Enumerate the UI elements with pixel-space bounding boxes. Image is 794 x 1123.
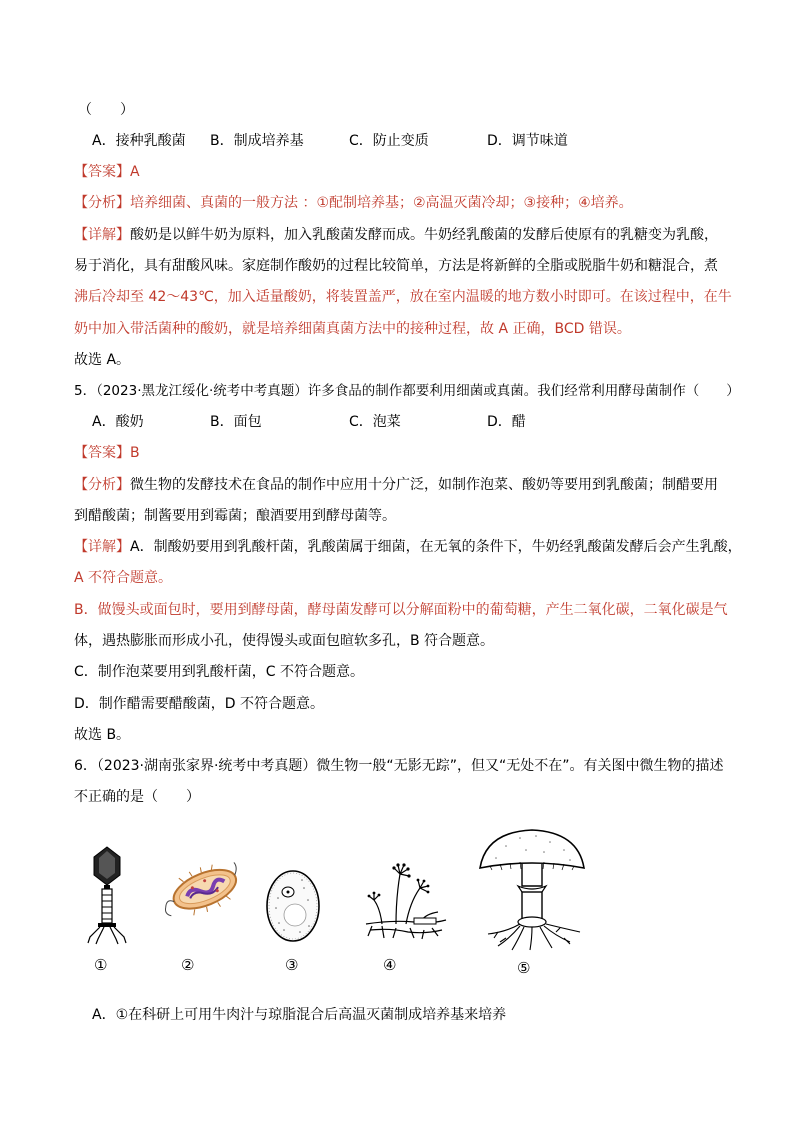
answer-value: A bbox=[130, 164, 140, 180]
yeast-cell-figure bbox=[264, 868, 322, 944]
q5-option-a: A．酸奶 bbox=[92, 414, 144, 430]
figure-caption-4: ④ bbox=[383, 956, 397, 974]
q5-detail-line-5: C．制作泡菜要用到乳酸杆菌，C 不符合题意。 bbox=[74, 664, 364, 680]
analysis-text: 培养细菌、真菌的一般方法 ：①配制培养基；②高温灭菌冷却；③接种；④培养。 bbox=[130, 195, 633, 211]
mold-figure bbox=[362, 848, 448, 944]
q4-detail-line-3: 沸后冷却至 42～43℃，加入适量酸奶，将装置盖严，放在室内温暖的地方数小时即可。在该过程中，在牛 bbox=[74, 289, 732, 305]
q5-detail-line-6: D．制作醋需要醋酸菌，D 不符合题意。 bbox=[74, 696, 325, 712]
detail-tag: 【详解】 bbox=[74, 227, 130, 243]
answer-value: B bbox=[130, 445, 140, 461]
figure-caption-3: ③ bbox=[285, 956, 299, 974]
q4-detail-line-2: 易于消化，具有甜酸风味。家庭制作酸奶的过程比较简单，方法是将新鲜的全脂或脱脂牛奶和糖混合，煮 bbox=[74, 258, 718, 274]
q6-stem-line-1: 6．（2023·湖南张家界·统考中考真题）微生物一般“无影无踪”，但又“无处不在”。有关图中微生物的描述 bbox=[74, 758, 724, 774]
q4-detail-line-4: 奶中加入带活菌种的酸奶，就是培养细菌真菌方法中的接种过程，故 A 正确，BCD 错误。 bbox=[74, 321, 631, 337]
q5-analysis-line-2: 到醋酸菌；制酱要用到霉菌；酿酒要用到酵母菌等。 bbox=[74, 508, 396, 524]
detail-text: 酸奶是以鲜牛奶为原料，加入乳酸菌发酵而成。牛奶经乳酸菌的发酵后使原有的乳糖变为乳酸， bbox=[130, 227, 718, 243]
q5-option-d: D．醋 bbox=[487, 414, 526, 430]
q5-detail-line-3: B．做馒头或面包时，要用到酵母菌，酵母菌发酵可以分解面粉中的葡萄糖，产生二氧化碳，二氧化碳是气 bbox=[74, 602, 728, 618]
q4-option-a: A．接种乳酸菌 bbox=[92, 133, 186, 149]
q5-option-c: C．泡菜 bbox=[349, 414, 401, 430]
q5-choose: 故选 B。 bbox=[74, 727, 131, 743]
q5-detail-line-2: A 不符合题意。 bbox=[74, 570, 173, 586]
figure-caption-2: ② bbox=[181, 956, 195, 974]
q5-analysis-line-1 bbox=[74, 475, 718, 495]
analysis-text: 微生物的发酵技术在食品的制作中应用十分广泛，如制作泡菜、酸奶等要用到乳酸菌；制醋要用 bbox=[130, 477, 718, 493]
figure-caption-1: ① bbox=[94, 956, 108, 974]
bacteriophage-figure bbox=[84, 845, 130, 945]
q4-detail-line-1 bbox=[74, 225, 718, 245]
answer-tag: 【答案】 bbox=[74, 164, 130, 180]
q6-stem-line-2: 不正确的是（ ） bbox=[74, 789, 200, 805]
q4-analysis bbox=[74, 193, 633, 213]
q5-answer bbox=[74, 443, 140, 463]
detail-tag: 【详解】 bbox=[74, 539, 130, 555]
q6-option-a: A．①在科研上可用牛肉汁与琼脂混合后高温灭菌制成培养基来培养 bbox=[92, 1007, 507, 1023]
q4-option-b: B．制成培养基 bbox=[210, 133, 304, 149]
q5-option-b: B．面包 bbox=[210, 414, 262, 430]
question-bracket: （ ） bbox=[78, 102, 134, 118]
answer-tag: 【答案】 bbox=[74, 445, 130, 461]
q4-option-d: D．调节味道 bbox=[487, 133, 568, 149]
figure-caption-5: ⑤ bbox=[517, 959, 531, 977]
q5-detail-line-4: 体，遇热膨胀而形成小孔，使得馒头或面包暄软多孔，B 符合题意。 bbox=[74, 633, 495, 649]
mushroom-figure bbox=[476, 828, 588, 952]
q4-answer bbox=[74, 162, 140, 182]
analysis-tag: 【分析】 bbox=[74, 195, 130, 211]
q5-detail-line-1 bbox=[74, 537, 742, 557]
q5-stem: 5．（2023·黑龙江绥化·统考中考真题）许多食品的制作都要利用细菌或真菌。我们经常利用酵母菌制作（ ） bbox=[74, 383, 740, 399]
analysis-tag: 【分析】 bbox=[74, 477, 130, 493]
q4-choose: 故选 A。 bbox=[74, 352, 131, 368]
detail-text: A．制酸奶要用到乳酸杆菌，乳酸菌属于细菌，在无氧的条件下，牛奶经乳酸菌发酵后会产生乳酸， bbox=[130, 539, 742, 555]
q4-option-c: C．防止变质 bbox=[349, 133, 429, 149]
bacterium-figure bbox=[158, 862, 244, 918]
